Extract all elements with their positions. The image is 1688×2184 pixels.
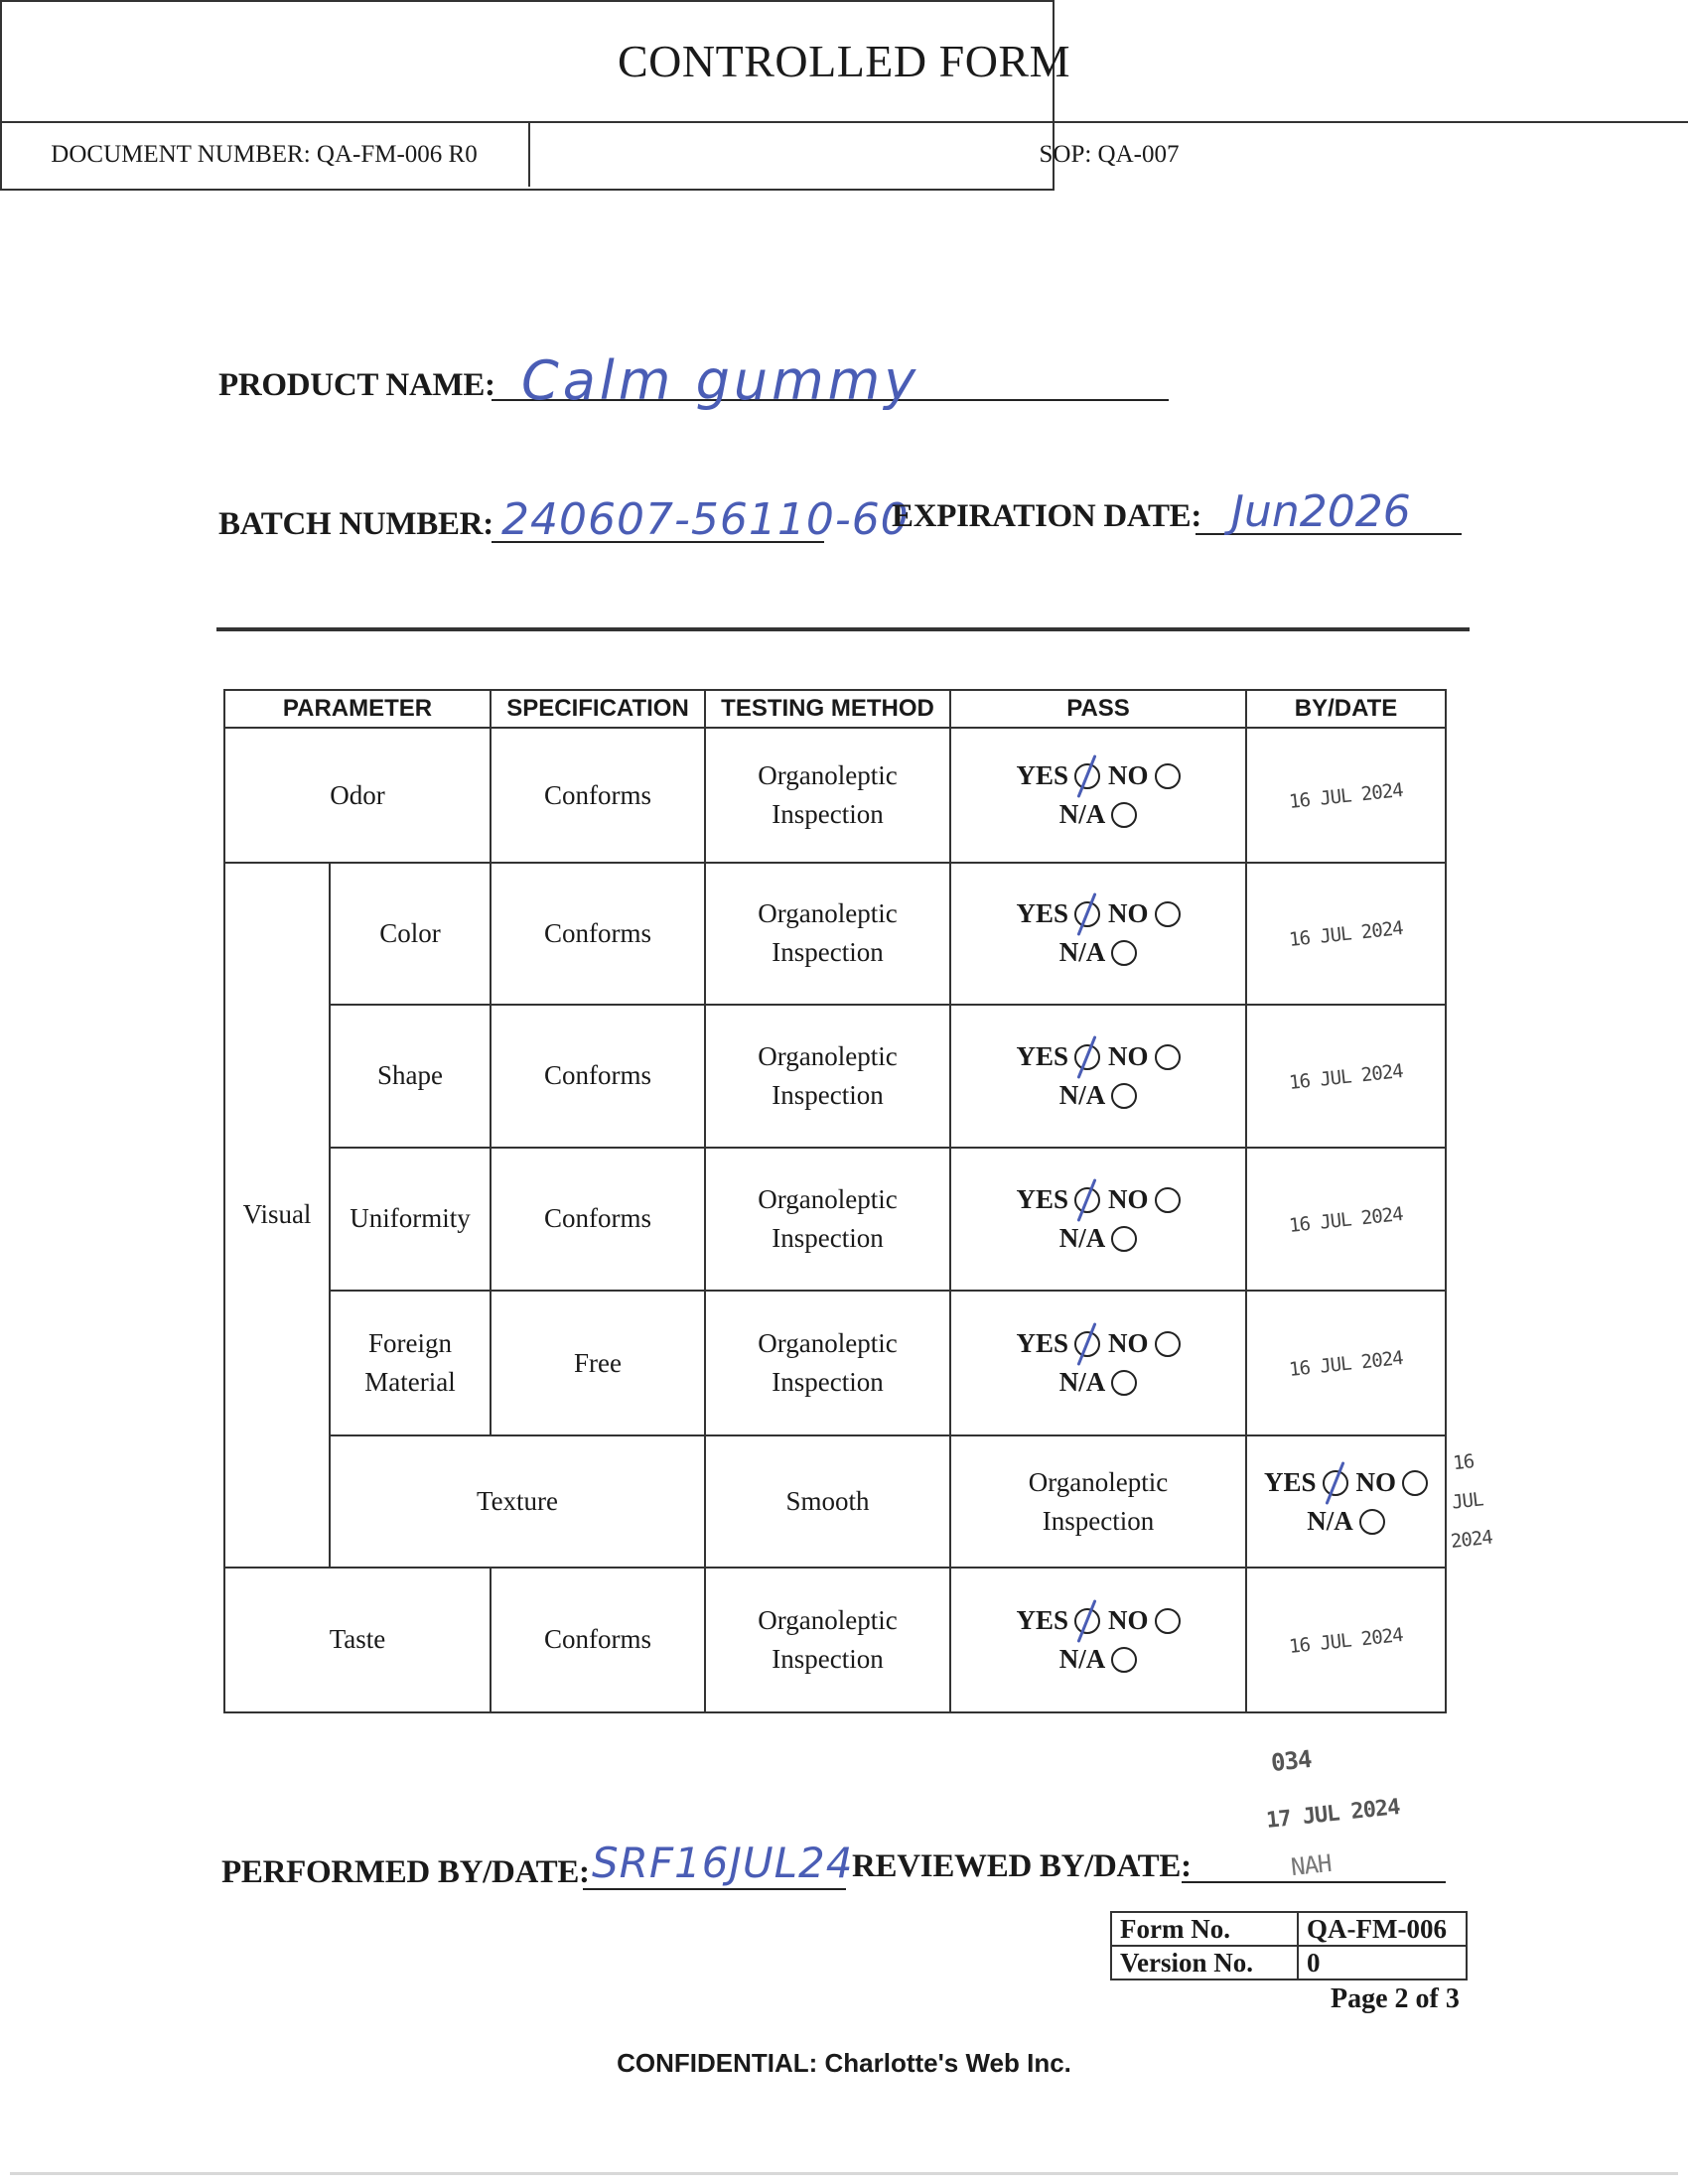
header-specification: SPECIFICATION xyxy=(491,690,705,728)
batch-number-value[interactable]: 240607-56110-60 xyxy=(501,494,910,545)
method-line: Organoleptic xyxy=(1028,1466,1169,1497)
yes-radio-checked[interactable] xyxy=(1323,1470,1348,1496)
by-date-cell xyxy=(1246,1568,1446,1712)
date-stamp: 16 JUL 2024 xyxy=(1288,1623,1404,1658)
document-number: DOCUMENT NUMBER: QA-FM-006 R0 xyxy=(0,123,530,187)
by-date-cell xyxy=(1246,1148,1446,1291)
method-cell xyxy=(950,1435,1246,1567)
no-radio[interactable] xyxy=(1155,901,1181,927)
product-name-value[interactable]: Calm gummy xyxy=(521,349,920,412)
yes-label: YES xyxy=(1264,1466,1317,1497)
section-divider xyxy=(216,627,1470,631)
form-no-row xyxy=(1111,1912,1467,1946)
confidential-footer: CONFIDENTIAL: Charlotte's Web Inc. xyxy=(617,2048,1071,2078)
specification-cell: Conforms xyxy=(491,1568,705,1712)
table-row xyxy=(224,728,1446,863)
pass-cell xyxy=(950,728,1246,863)
by-date-cell xyxy=(1246,1005,1446,1148)
no-label: NO xyxy=(1108,1604,1149,1635)
method-cell xyxy=(705,728,950,863)
method-line: Inspection xyxy=(772,937,884,968)
header-pass: PASS xyxy=(950,690,1246,728)
pass-cell xyxy=(950,1005,1246,1148)
date-stamp: 16 JUL 2024 xyxy=(1288,1059,1404,1094)
method-line: Organoleptic xyxy=(758,898,898,929)
na-radio[interactable] xyxy=(1359,1509,1385,1535)
table-row xyxy=(224,1005,1446,1148)
method-cell xyxy=(705,1291,950,1435)
no-radio[interactable] xyxy=(1402,1470,1428,1496)
parameter-cell: Taste xyxy=(224,1568,491,1712)
parameter-line: Material xyxy=(364,1367,456,1398)
specification-cell: Conforms xyxy=(491,1005,705,1148)
no-radio[interactable] xyxy=(1155,763,1181,789)
product-name-label: PRODUCT NAME: xyxy=(218,367,495,403)
na-label: N/A xyxy=(1058,1367,1106,1398)
method-line: Organoleptic xyxy=(758,760,898,791)
yes-radio-checked[interactable] xyxy=(1074,1044,1100,1070)
specification-cell: Conforms xyxy=(491,863,705,1004)
pass-cell xyxy=(1246,1435,1446,1567)
na-radio[interactable] xyxy=(1111,802,1137,828)
sop-number: SOP: QA-007 xyxy=(1039,141,1180,168)
pass-cell xyxy=(950,1148,1246,1291)
no-radio[interactable] xyxy=(1155,1187,1181,1213)
batch-number-label: BATCH NUMBER: xyxy=(218,506,493,542)
method-line: Inspection xyxy=(772,1367,884,1398)
na-label: N/A xyxy=(1058,1222,1106,1253)
performed-by-label: PERFORMED BY/DATE: xyxy=(221,1854,590,1890)
yes-label: YES xyxy=(1016,1328,1069,1359)
header-parameter: PARAMETER xyxy=(224,690,491,728)
no-radio[interactable] xyxy=(1155,1044,1181,1070)
table-row xyxy=(224,1568,1446,1712)
version-no-value: 0 xyxy=(1298,1946,1467,1979)
parameter-cell: Odor xyxy=(224,728,491,863)
no-label: NO xyxy=(1108,1040,1149,1071)
visual-group-cell: Visual xyxy=(224,863,330,1567)
na-radio[interactable] xyxy=(1111,1370,1137,1396)
header-testing-method: TESTING METHOD xyxy=(705,690,950,728)
yes-label: YES xyxy=(1016,1604,1069,1635)
na-radio[interactable] xyxy=(1111,1647,1137,1673)
no-label: NO xyxy=(1355,1466,1397,1497)
form-no-label: Form No. xyxy=(1111,1912,1298,1946)
specification-cell: Conforms xyxy=(491,728,705,863)
by-date-cell xyxy=(1246,728,1446,863)
form-info-box xyxy=(1110,1911,1468,1980)
table-row xyxy=(224,1435,1446,1567)
method-cell xyxy=(705,1148,950,1291)
table-row xyxy=(224,1148,1446,1291)
pass-cell xyxy=(950,1568,1246,1712)
table-header-row xyxy=(224,690,1446,728)
form-no-value: QA-FM-006 xyxy=(1298,1912,1467,1946)
date-stamp: 16 JUL 2024 xyxy=(1450,1450,1493,1553)
pass-cell xyxy=(950,863,1246,1004)
parameter-cell: Shape xyxy=(330,1005,491,1148)
no-radio[interactable] xyxy=(1155,1608,1181,1634)
expiration-date-value[interactable]: Jun2026 xyxy=(1231,486,1411,537)
specification-cell: Conforms xyxy=(491,1148,705,1291)
method-line: Inspection xyxy=(1042,1505,1155,1536)
method-cell xyxy=(705,1005,950,1148)
method-line: Inspection xyxy=(772,799,884,830)
na-label: N/A xyxy=(1058,799,1106,830)
controlled-form-header xyxy=(0,0,1180,191)
na-label: N/A xyxy=(1058,1079,1106,1110)
yes-radio-checked[interactable] xyxy=(1074,1331,1100,1357)
method-line: Inspection xyxy=(772,1079,884,1110)
by-date-cell xyxy=(1246,1291,1446,1435)
method-line: Organoleptic xyxy=(758,1604,898,1635)
reviewer-initials: NAH xyxy=(1289,1848,1333,1882)
yes-label: YES xyxy=(1016,1183,1069,1214)
date-stamp: 16 JUL 2024 xyxy=(1288,779,1404,814)
na-radio[interactable] xyxy=(1111,1083,1137,1109)
method-cell xyxy=(705,1568,950,1712)
scan-edge xyxy=(10,2172,1678,2175)
no-label: NO xyxy=(1108,1183,1149,1214)
reviewer-stamp-code: 034 xyxy=(1269,1744,1313,1778)
date-stamp: 16 JUL 2024 xyxy=(1288,1347,1404,1382)
parameter-cell: Uniformity xyxy=(330,1148,491,1291)
table-row xyxy=(224,1291,1446,1435)
specification-cell: Free xyxy=(491,1291,705,1435)
parameter-cell: Color xyxy=(330,863,491,1004)
performed-by-value[interactable]: SRF16JUL24 xyxy=(592,1839,854,1887)
by-date-cell xyxy=(1246,863,1446,1004)
method-cell xyxy=(705,863,950,1004)
yes-label: YES xyxy=(1016,760,1069,791)
method-line: Organoleptic xyxy=(758,1183,898,1214)
na-radio[interactable] xyxy=(1111,940,1137,966)
date-stamp: 16 JUL 2024 xyxy=(1288,1203,1404,1237)
no-label: NO xyxy=(1108,898,1149,929)
yes-radio-checked[interactable] xyxy=(1074,1187,1100,1213)
na-label: N/A xyxy=(1058,937,1106,968)
yes-label: YES xyxy=(1016,1040,1069,1071)
method-line: Inspection xyxy=(772,1643,884,1674)
yes-radio-checked[interactable] xyxy=(1074,1608,1100,1634)
version-no-row xyxy=(1111,1946,1467,1979)
method-line: Organoleptic xyxy=(758,1328,898,1359)
yes-radio-checked[interactable] xyxy=(1074,763,1100,789)
header-by-date: BY/DATE xyxy=(1246,690,1446,728)
reviewer-stamp-date: 17 JUL 2024 xyxy=(1265,1795,1401,1834)
yes-label: YES xyxy=(1016,898,1069,929)
table-row xyxy=(224,863,1446,1004)
date-stamp: 16 JUL 2024 xyxy=(1288,917,1404,952)
parameter-line: Foreign xyxy=(368,1328,452,1359)
form-title: CONTROLLED FORM xyxy=(0,0,1688,123)
no-radio[interactable] xyxy=(1155,1331,1181,1357)
parameter-cell: Texture xyxy=(330,1435,705,1567)
header-info-row xyxy=(0,123,1688,187)
specification-cell: Smooth xyxy=(705,1435,950,1567)
qa-inspection-table xyxy=(223,689,1493,1713)
na-label: N/A xyxy=(1058,1643,1106,1674)
yes-radio-checked[interactable] xyxy=(1074,901,1100,927)
method-line: Organoleptic xyxy=(758,1040,898,1071)
reviewed-by-line xyxy=(1182,1881,1446,1883)
method-line: Inspection xyxy=(772,1222,884,1253)
version-no-label: Version No. xyxy=(1111,1946,1298,1979)
expiration-date-label: EXPIRATION DATE: xyxy=(892,498,1202,534)
pass-cell xyxy=(950,1291,1246,1435)
na-radio[interactable] xyxy=(1111,1226,1137,1252)
no-label: NO xyxy=(1108,760,1149,791)
performed-by-line xyxy=(583,1888,846,1890)
page-number: Page 2 of 3 xyxy=(1331,1983,1460,2014)
reviewed-by-label: REVIEWED BY/DATE: xyxy=(852,1848,1192,1884)
na-label: N/A xyxy=(1307,1505,1353,1536)
parameter-cell xyxy=(330,1291,491,1435)
no-label: NO xyxy=(1108,1328,1149,1359)
